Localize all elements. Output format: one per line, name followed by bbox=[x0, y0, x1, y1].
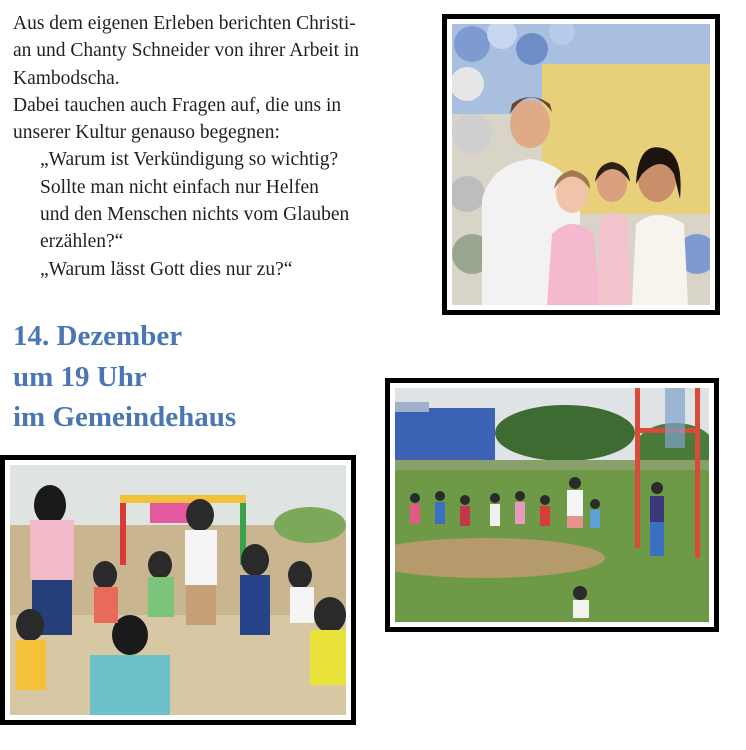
intro-line-3: Kambodscha. bbox=[13, 67, 120, 89]
event-heading bbox=[13, 316, 236, 438]
event-date: 14. Dezember bbox=[13, 320, 183, 352]
intro-line-4: Dabei tauchen auch Fragen auf, die uns in bbox=[13, 94, 342, 116]
event-place: im Gemeindehaus bbox=[13, 401, 237, 433]
kids-dancing-photo bbox=[385, 378, 719, 632]
quote-1-line-1: „Warum ist Verkündigung so wichtig? bbox=[40, 149, 339, 171]
quote-1-line-2: Sollte man nicht einfach nur Helfen bbox=[40, 176, 319, 198]
kids-sitting-photo bbox=[0, 455, 356, 725]
quote-2 bbox=[13, 256, 421, 283]
intro-line-5: unserer Kultur genauso begegnen: bbox=[13, 122, 280, 144]
intro-line-2: an und Chanty Schneider von ihrer Arbeit in bbox=[13, 40, 360, 62]
quote-1-line-3: und den Menschen nichts vom Glauben bbox=[40, 204, 350, 226]
quote-1-line-4: erzählen?“ bbox=[40, 231, 124, 253]
quote-1 bbox=[13, 146, 421, 255]
family-photo-illustration bbox=[452, 24, 710, 305]
quote-2-text: „Warum lässt Gott dies nur zu?“ bbox=[40, 258, 293, 280]
intro-line-1: Aus dem eigenen Erleben berichten Christi- bbox=[13, 13, 356, 34]
event-time: um 19 Uhr bbox=[13, 360, 147, 393]
family-photo bbox=[442, 14, 720, 315]
kids-sitting-illustration bbox=[10, 465, 346, 715]
intro-paragraph bbox=[13, 10, 421, 146]
kids-dancing-illustration bbox=[395, 388, 709, 622]
intro-text bbox=[13, 10, 421, 283]
